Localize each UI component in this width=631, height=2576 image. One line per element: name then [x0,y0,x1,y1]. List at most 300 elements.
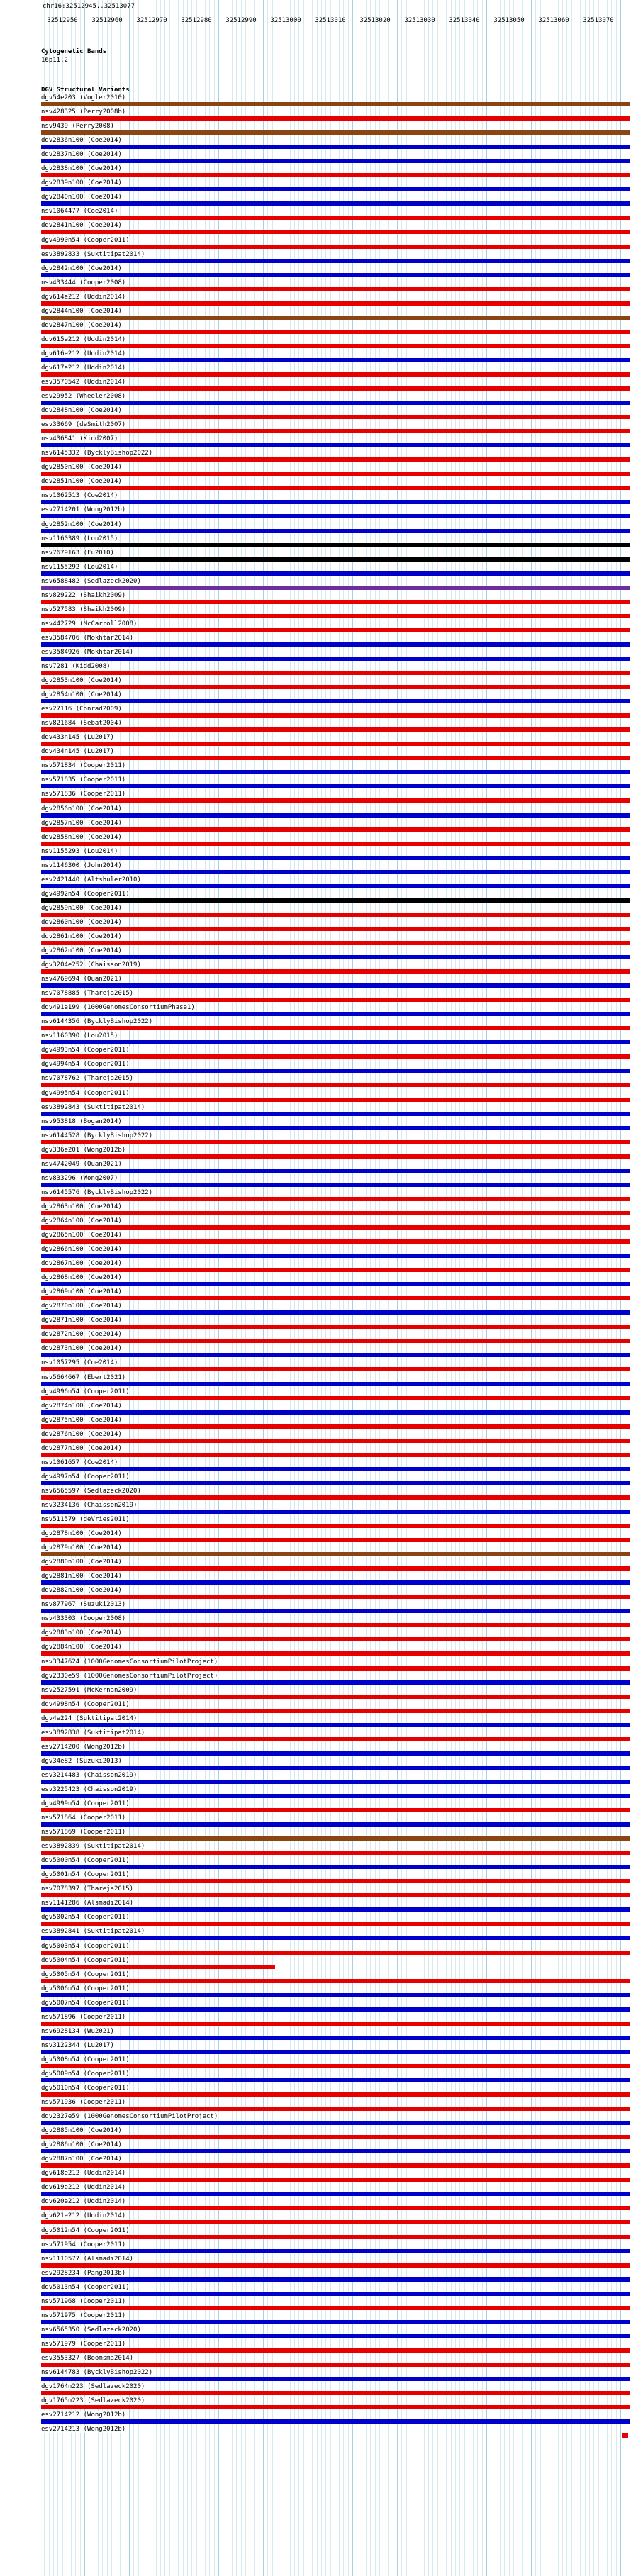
variant-label[interactable]: dgv2852n100 (Coe2014) [41,521,122,528]
variant-label[interactable]: nsv953818 (Bogan2014) [41,1118,122,1125]
variant-label[interactable]: nsv1160390 (Lou2015) [41,1032,118,1039]
variant-label[interactable]: nsv5664667 (Ebert2021) [41,1374,126,1381]
variant-bar[interactable] [41,145,630,149]
variant-bar[interactable] [41,2121,630,2125]
variant-label[interactable]: nsv571936 (Cooper2011) [41,2099,126,2106]
variant-bar[interactable] [41,2348,630,2353]
variant-bar[interactable] [41,1439,630,1443]
variant-label[interactable]: dgv2853n100 (Coe2014) [41,677,122,684]
variant-bar[interactable] [41,1566,630,1571]
variant-label[interactable]: dgv614e212 (Uddin2014) [41,294,126,301]
variant-label[interactable]: esv33669 (deSmith2007) [41,421,126,428]
variant-label[interactable]: dgv5009n54 (Cooper2011) [41,2070,130,2078]
variant-label[interactable]: esv3892843 (Suktitipat2014) [41,1104,145,1111]
variant-label[interactable]: dgv2886n100 (Coe2014) [41,2141,122,2148]
variant-label[interactable]: esv3570542 (Uddin2014) [41,379,126,386]
variant-bar[interactable] [41,1098,630,1102]
variant-label[interactable]: dgv2874n100 (Coe2014) [41,1403,122,1410]
variant-label[interactable]: nsv3347624 (1000GenomesConsortiumPilotProject) [41,1658,218,1666]
variant-bar[interactable] [41,1851,630,1855]
variant-label[interactable]: dgv2839n100 (Coe2014) [41,179,122,186]
variant-bar[interactable] [41,486,630,490]
variant-bar[interactable] [41,870,630,874]
variant-label[interactable]: nsv433444 (Cooper2008) [41,279,126,286]
variant-bar[interactable] [41,1154,630,1159]
variant-label[interactable]: dgv2866n100 (Coe2014) [41,1246,122,1253]
variant-bar[interactable] [41,543,630,547]
variant-bar[interactable] [41,1637,630,1641]
variant-label[interactable]: nsv527583 (Shaikh2009) [41,606,126,613]
variant-label[interactable]: nsv3122344 (Lu2017) [41,2042,114,2049]
variant-label[interactable]: dgv54e203 (Vogler2010) [41,94,126,101]
variant-bar[interactable] [41,1495,630,1500]
variant-label[interactable]: dgv2863n100 (Coe2014) [41,1203,122,1210]
variant-label[interactable]: esv3584706 (Mokhtar2014) [41,635,134,642]
variant-label[interactable]: nsv571834 (Cooper2011) [41,762,126,769]
variant-label[interactable]: dgv491e199 (1000GenomesConsortiumPhase1) [41,1004,195,1011]
variant-label[interactable]: dgv2851n100 (Coe2014) [41,478,122,485]
variant-bar[interactable] [41,529,630,533]
variant-label[interactable]: esv3892839 (Suktitipat2014) [41,1843,145,1850]
variant-bar[interactable] [41,415,630,419]
variant-bar[interactable] [622,2433,628,2438]
variant-bar[interactable] [41,798,630,803]
variant-bar[interactable] [41,216,630,220]
variant-bar[interactable] [41,457,630,462]
variant-label[interactable]: dgv619e212 (Uddin2014) [41,2184,126,2191]
variant-label[interactable]: nsv442729 (McCarroll2008) [41,620,138,628]
variant-label[interactable]: dgv5007n54 (Cooper2011) [41,2000,130,2007]
variant-bar[interactable] [41,2092,630,2097]
variant-label[interactable]: dgv2330e59 (1000GenomesConsortiumPilotProject) [41,1673,218,1680]
variant-label[interactable]: dgv2860n100 (Coe2014) [41,919,122,926]
variant-label[interactable]: esv27116 (Conrad2009) [41,706,122,713]
variant-bar[interactable] [41,273,630,277]
variant-bar[interactable] [41,1709,630,1713]
variant-bar[interactable] [41,1367,630,1371]
variant-label[interactable]: dgv2883n100 (Coe2014) [41,1629,122,1637]
variant-label[interactable]: nsv1155292 (Lou2014) [41,564,118,571]
cytoband-label[interactable]: 16p11.2 [41,57,68,64]
variant-bar[interactable] [41,913,630,917]
variant-bar[interactable] [41,1666,630,1671]
variant-bar[interactable] [41,500,630,504]
variant-bar[interactable] [41,2064,630,2068]
variant-label[interactable]: nsv6565597 (Sedlazeck2020) [41,1488,141,1495]
variant-bar[interactable] [41,2163,630,2168]
variant-bar[interactable] [41,2007,630,2012]
variant-label[interactable]: dgv615e212 (Uddin2014) [41,336,126,343]
variant-bar[interactable] [41,2036,630,2040]
variant-bar[interactable] [41,2149,630,2153]
variant-label[interactable]: esv2714201 (Wong2012b) [41,506,126,513]
variant-label[interactable]: nsv428325 (Perry2008b) [41,108,126,116]
variant-bar[interactable] [41,1993,630,1997]
variant-label[interactable]: nsv571864 (Cooper2011) [41,1814,126,1822]
variant-label[interactable]: dgv5001n54 (Cooper2011) [41,1871,130,1878]
variant-bar[interactable] [41,2377,630,2381]
variant-bar[interactable] [41,756,630,760]
variant-label[interactable]: nsv6588482 (Sedlazeck2020) [41,578,141,585]
variant-bar[interactable] [41,1538,630,1542]
variant-label[interactable]: esv3225423 (Chaisson2019) [41,1786,138,1793]
variant-bar[interactable] [41,586,630,590]
variant-bar[interactable] [41,1396,630,1400]
variant-bar[interactable] [41,1893,630,1897]
variant-bar[interactable] [41,614,630,618]
variant-bar[interactable] [41,2391,630,2395]
variant-bar[interactable] [41,1836,630,1841]
variant-bar[interactable] [41,2405,630,2409]
variant-bar[interactable] [41,1524,630,1528]
variant-bar[interactable] [41,2292,630,2296]
variant-label[interactable]: nsv1160389 (Lou2015) [41,535,118,542]
variant-label[interactable]: dgv5003n54 (Cooper2011) [41,1943,130,1950]
variant-bar[interactable] [41,330,630,334]
variant-label[interactable]: esv3892833 (Suktitipat2014) [41,251,145,258]
variant-label[interactable]: dgv433n145 (Lu2017) [41,734,114,741]
variant-label[interactable]: esv2714200 (Wong2012b) [41,1744,126,1751]
variant-label[interactable]: dgv4996n54 (Cooper2011) [41,1388,130,1395]
variant-bar[interactable] [41,316,630,320]
variant-label[interactable]: nsv1057295 (Coe2014) [41,1359,118,1366]
variant-label[interactable]: dgv4999n54 (Cooper2011) [41,1800,130,1807]
variant-label[interactable]: dgv1765n223 (Sedlazeck2020) [41,2397,145,2404]
variant-bar[interactable] [41,842,630,846]
variant-label[interactable]: nsv833296 (Wong2007) [41,1175,118,1182]
variant-bar[interactable] [41,429,630,433]
variant-bar[interactable] [41,713,630,718]
variant-label[interactable]: dgv5010n54 (Cooper2011) [41,2085,130,2092]
variant-bar[interactable] [41,301,630,306]
variant-label[interactable]: nsv6144783 (BycklyBishop2022) [41,2369,153,2376]
variant-bar[interactable] [41,642,630,647]
variant-bar[interactable] [41,1339,630,1343]
variant-bar[interactable] [41,1780,630,1784]
variant-bar[interactable] [41,230,630,234]
variant-bar[interactable] [41,699,630,703]
variant-label[interactable]: dgv4997n54 (Cooper2011) [41,1473,130,1481]
variant-label[interactable]: dgv34e82 (Suzuki2013) [41,1758,122,1765]
variant-label[interactable]: nsv436841 (Kidd2007) [41,435,118,442]
variant-label[interactable]: nsv1146300 (John2014) [41,862,122,869]
variant-label[interactable]: nsv6145332 (BycklyBishop2022) [41,450,153,457]
variant-bar[interactable] [41,685,630,689]
variant-label[interactable]: nsv7078885 (Thareja2015) [41,990,134,997]
variant-label[interactable]: nsv4769694 (Quan2021) [41,976,122,983]
variant-label[interactable]: dgv2873n100 (Coe2014) [41,1345,122,1352]
variant-bar[interactable] [41,2050,630,2054]
variant-bar[interactable] [41,1822,630,1827]
variant-bar[interactable] [41,571,630,576]
variant-label[interactable]: dgv2848n100 (Coe2014) [41,407,122,414]
variant-bar[interactable] [41,1467,630,1471]
variant-label[interactable]: dgv5002n54 (Cooper2011) [41,1914,130,1921]
variant-bar[interactable] [41,1680,630,1685]
variant-bar[interactable] [41,557,630,562]
variant-label[interactable]: nsv7078762 (Thareja2015) [41,1075,134,1082]
variant-bar[interactable] [41,358,630,362]
variant-label[interactable]: dgv2887n100 (Coe2014) [41,2156,122,2163]
variant-bar[interactable] [41,1865,630,1869]
variant-bar[interactable] [41,657,630,661]
variant-label[interactable]: dgv336e201 (Wong2012b) [41,1147,126,1154]
variant-bar[interactable] [41,116,630,121]
variant-label[interactable]: dgv617e212 (Uddin2014) [41,364,126,372]
variant-label[interactable]: dgv5004n54 (Cooper2011) [41,1957,130,1964]
variant-bar[interactable] [41,1580,630,1585]
variant-label[interactable]: dgv5005n54 (Cooper2011) [41,1971,130,1978]
variant-bar[interactable] [41,1951,630,1955]
variant-label[interactable]: dgv2881n100 (Coe2014) [41,1573,122,1580]
variant-label[interactable]: dgv2844n100 (Coe2014) [41,308,122,315]
variant-bar[interactable] [41,1936,630,1940]
variant-label[interactable]: dgv2836n100 (Coe2014) [41,137,122,144]
variant-bar[interactable] [41,1296,630,1300]
variant-label[interactable]: dgv2840n100 (Coe2014) [41,194,122,201]
variant-label[interactable]: dgv2865n100 (Coe2014) [41,1232,122,1239]
variant-bar[interactable] [41,2235,630,2239]
variant-bar[interactable] [41,2263,630,2268]
variant-bar[interactable] [41,2277,630,2282]
variant-bar[interactable] [41,1979,630,1983]
variant-bar[interactable] [41,1595,630,1599]
variant-label[interactable]: nsv571835 (Cooper2011) [41,776,126,784]
variant-bar[interactable] [41,600,630,604]
variant-label[interactable]: dgv2871n100 (Coe2014) [41,1317,122,1324]
variant-label[interactable]: esv3584926 (Mokhtar2014) [41,649,134,656]
variant-bar[interactable] [41,2206,630,2210]
variant-label[interactable]: nsv6565350 (Sedlazeck2020) [41,2326,141,2334]
variant-bar[interactable] [41,2107,630,2111]
variant-label[interactable]: nsv571975 (Cooper2011) [41,2312,126,2319]
variant-label[interactable]: nsv1110577 (Alsmadi2014) [41,2256,134,2263]
variant-label[interactable]: dgv4995n54 (Cooper2011) [41,1090,130,1097]
variant-bar[interactable] [41,742,630,746]
variant-label[interactable]: dgv434n145 (Lu2017) [41,748,114,755]
variant-bar[interactable] [41,856,630,860]
variant-label[interactable]: dgv2854n100 (Coe2014) [41,691,122,698]
variant-label[interactable]: nsv1141286 (Alsmadi2014) [41,1900,134,1907]
variant-label[interactable]: esv2928234 (Pang2013b) [41,2270,126,2277]
variant-bar[interactable] [41,784,630,788]
variant-label[interactable]: nsv571836 (Cooper2011) [41,791,126,798]
variant-label[interactable]: dgv2838n100 (Coe2014) [41,165,122,172]
variant-label[interactable]: dgv4e224 (Suktitipat2014) [41,1715,138,1722]
variant-bar[interactable] [41,287,630,291]
variant-bar[interactable] [41,1225,630,1230]
variant-label[interactable]: dgv4990n54 (Cooper2011) [41,237,130,244]
variant-label[interactable]: nsv4742049 (Quan2021) [41,1161,122,1168]
variant-label[interactable]: dgv2847n100 (Coe2014) [41,322,122,329]
variant-bar[interactable] [41,2419,630,2424]
variant-bar[interactable] [41,1410,630,1415]
variant-bar[interactable] [41,2192,630,2196]
variant-bar[interactable] [41,2220,630,2224]
variant-label[interactable]: esv3892838 (Suktitipat2014) [41,1729,145,1736]
variant-bar[interactable] [41,813,630,818]
variant-bar[interactable] [41,1907,630,1912]
variant-label[interactable]: dgv4993n54 (Cooper2011) [41,1047,130,1054]
variant-label[interactable]: nsv6144356 (BycklyBishop2022) [41,1018,153,1025]
variant-bar[interactable] [41,1054,630,1059]
variant-bar[interactable] [41,1112,630,1116]
variant-label[interactable]: dgv2876n100 (Coe2014) [41,1431,122,1438]
variant-label[interactable]: nsv7679163 (Fu2010) [41,550,114,557]
variant-label[interactable]: esv3214483 (Chaisson2019) [41,1772,138,1779]
variant-label[interactable]: dgv2842n100 (Coe2014) [41,265,122,272]
variant-label[interactable]: esv3892841 (Suktitipat2014) [41,1928,145,1935]
variant-bar[interactable] [41,514,630,518]
variant-bar[interactable] [41,386,630,391]
variant-bar[interactable] [41,1310,630,1315]
variant-bar[interactable] [41,1197,630,1201]
variant-bar[interactable] [41,201,630,206]
variant-label[interactable]: dgv4992n54 (Cooper2011) [41,891,130,898]
variant-label[interactable]: dgv2870n100 (Coe2014) [41,1303,122,1310]
variant-label[interactable]: dgv4998n54 (Cooper2011) [41,1701,130,1708]
variant-label[interactable]: dgv2856n100 (Coe2014) [41,805,122,813]
variant-label[interactable]: dgv2327e59 (1000GenomesConsortiumPilotProject) [41,2113,218,2120]
variant-bar[interactable] [41,443,630,447]
variant-bar[interactable] [41,671,630,675]
variant-label[interactable]: dgv2884n100 (Coe2014) [41,1644,122,1651]
variant-bar[interactable] [41,1510,630,1514]
variant-label[interactable]: dgv621e212 (Uddin2014) [41,2212,126,2219]
variant-bar[interactable] [41,130,630,135]
variant-label[interactable]: nsv571954 (Cooper2011) [41,2241,126,2248]
variant-label[interactable]: dgv620e212 (Uddin2014) [41,2198,126,2205]
variant-label[interactable]: nsv1061657 (Coe2014) [41,1459,118,1466]
variant-bar[interactable] [41,472,630,476]
variant-label[interactable]: dgv5012n54 (Cooper2011) [41,2227,130,2234]
variant-bar[interactable] [41,245,630,249]
variant-bar[interactable] [41,770,630,774]
variant-bar[interactable] [41,401,630,405]
variant-bar[interactable] [41,1325,630,1329]
variant-bar[interactable] [41,1282,630,1286]
variant-bar[interactable] [41,1723,630,1727]
variant-bar[interactable] [41,2363,630,2367]
variant-label[interactable]: dgv5008n54 (Cooper2011) [41,2056,130,2063]
variant-label[interactable]: dgv5006n54 (Cooper2011) [41,1985,130,1992]
variant-bar[interactable] [41,2320,630,2324]
variant-bar[interactable] [41,983,630,988]
variant-bar[interactable] [41,884,630,888]
variant-label[interactable]: dgv5000n54 (Cooper2011) [41,1857,130,1864]
variant-label[interactable]: esv2421440 (Altshuler2010) [41,876,141,883]
variant-bar[interactable] [41,1268,630,1272]
variant-label[interactable]: nsv511579 (deVries2011) [41,1516,130,1523]
variant-bar[interactable] [41,2249,630,2253]
variant-label[interactable]: dgv2850n100 (Coe2014) [41,464,122,471]
variant-bar[interactable] [41,1695,630,1699]
variant-bar[interactable] [41,1126,630,1130]
variant-bar[interactable] [41,827,630,832]
variant-bar[interactable] [41,1026,630,1030]
variant-bar[interactable] [41,1651,630,1656]
variant-bar[interactable] [41,1737,630,1741]
variant-label[interactable]: dgv618e212 (Uddin2014) [41,2170,126,2177]
variant-bar[interactable] [41,2135,630,2139]
variant-bar[interactable] [41,1794,630,1798]
variant-label[interactable]: nsv9439 (Perry2008) [41,123,114,130]
variant-label[interactable]: nsv7078397 (Thareja2015) [41,1885,134,1892]
variant-label[interactable]: nsv877967 (Suzuki2013) [41,1601,126,1608]
variant-bar[interactable] [41,159,630,163]
variant-label[interactable]: nsv821684 (Sebat2004) [41,720,122,727]
variant-bar[interactable] [41,1808,630,1812]
variant-bar[interactable] [41,1453,630,1457]
variant-bar[interactable] [41,1424,630,1429]
variant-label[interactable]: dgv2877n100 (Coe2014) [41,1445,122,1452]
variant-label[interactable]: dgv2864n100 (Coe2014) [41,1217,122,1225]
variant-label[interactable]: dgv3204e252 (Chaisson2019) [41,961,141,969]
variant-label[interactable]: dgv2867n100 (Coe2014) [41,1260,122,1267]
variant-bar[interactable] [41,1239,630,1244]
variant-label[interactable]: nsv6145576 (BycklyBishop2022) [41,1189,153,1196]
variant-bar[interactable] [41,1183,630,1187]
variant-label[interactable]: nsv829222 (Shaikh2009) [41,592,126,599]
variant-bar[interactable] [41,2306,630,2310]
variant-label[interactable]: dgv2878n100 (Coe2014) [41,1530,122,1537]
variant-bar[interactable] [41,1623,630,1627]
variant-bar[interactable] [41,102,630,106]
variant-label[interactable]: nsv433303 (Cooper2008) [41,1615,126,1622]
variant-bar[interactable] [41,927,630,931]
variant-label[interactable]: esv3553327 (Boomsma2014) [41,2355,134,2362]
variant-label[interactable]: nsv571896 (Cooper2011) [41,2014,126,2021]
variant-label[interactable]: dgv2857n100 (Coe2014) [41,820,122,827]
variant-label[interactable]: dgv2885n100 (Coe2014) [41,2127,122,2134]
variant-bar[interactable] [41,628,630,632]
variant-bar[interactable] [41,1552,630,1556]
variant-bar[interactable] [41,955,630,959]
variant-label[interactable]: dgv2859n100 (Coe2014) [41,905,122,912]
variant-bar[interactable] [41,898,630,903]
variant-bar[interactable] [41,998,630,1002]
variant-bar[interactable] [41,2334,630,2338]
variant-bar[interactable] [41,344,630,348]
variant-bar[interactable] [41,1766,630,1770]
variant-bar[interactable] [41,1140,630,1144]
variant-bar[interactable] [41,1353,630,1357]
variant-label[interactable]: dgv4994n54 (Cooper2011) [41,1061,130,1068]
variant-label[interactable]: nsv7281 (Kidd2008) [41,663,111,670]
variant-bar[interactable] [41,1382,630,1386]
variant-label[interactable]: esv29952 (Wheeler2008) [41,393,126,400]
variant-label[interactable]: dgv2861n100 (Coe2014) [41,933,122,940]
variant-label[interactable]: nsv6144528 (BycklyBishop2022) [41,1132,153,1139]
variant-bar[interactable] [41,1254,630,1258]
variant-label[interactable]: dgv2875n100 (Coe2014) [41,1417,122,1424]
variant-bar[interactable] [41,2178,630,2182]
variant-label[interactable]: dgv2868n100 (Coe2014) [41,1274,122,1281]
variant-bar[interactable] [41,1040,630,1044]
variant-bar[interactable] [41,1965,275,1969]
variant-bar[interactable] [41,1012,630,1016]
variant-label[interactable]: nsv571979 (Cooper2011) [41,2341,126,2348]
variant-label[interactable]: dgv2869n100 (Coe2014) [41,1288,122,1295]
variant-bar[interactable] [41,2078,630,2082]
variant-label[interactable]: dgv1764n223 (Sedlazeck2020) [41,2383,145,2390]
variant-label[interactable]: dgv2862n100 (Coe2014) [41,947,122,954]
variant-label[interactable]: dgv5013n54 (Cooper2011) [41,2284,130,2291]
variant-bar[interactable] [41,2022,630,2026]
variant-bar[interactable] [41,372,630,377]
variant-label[interactable]: dgv2882n100 (Coe2014) [41,1587,122,1594]
variant-bar[interactable] [41,259,630,263]
